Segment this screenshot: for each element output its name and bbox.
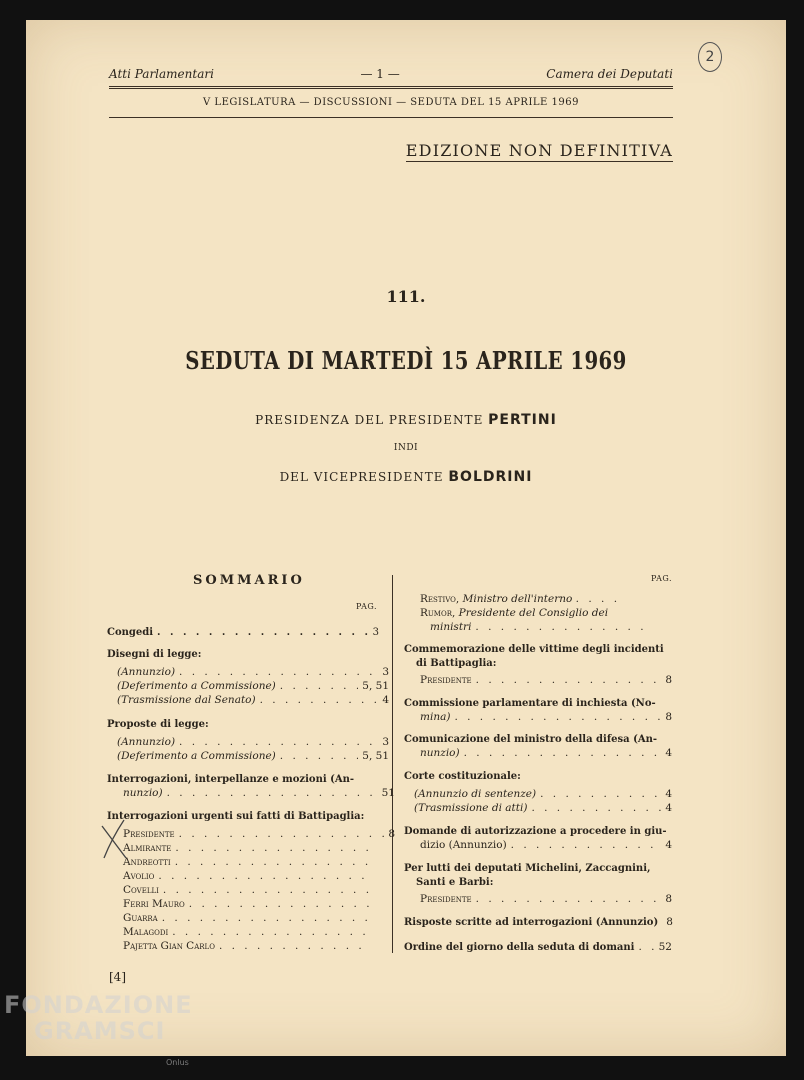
summary-commemorazione-l2: di Battipaglia: [416, 658, 497, 669]
handwritten-number: 2 [698, 42, 722, 72]
document-page [26, 20, 786, 1056]
speaker-entry: Pajetta Gian Carlo . . . [107, 940, 395, 953]
summary-rumor: Rumor, Presidente del Consiglio dei [420, 607, 609, 619]
summary-interrogazioni-l2: nunzio) . . . 51 [107, 787, 395, 800]
running-header [109, 67, 673, 83]
presidency-line-2 [26, 469, 786, 485]
header-right: Camera dei Deputati [546, 67, 673, 81]
right-pag-label: PAG. [651, 574, 673, 583]
summary-lutti-l2: Santi e Barbi: [416, 877, 494, 888]
president-name: PERTINI [488, 412, 557, 428]
presidency-line-1 [26, 412, 786, 428]
summary-domande-l1: Domande di autorizzazione a procedere in giu- [404, 826, 667, 837]
speaker-entry: Presidente . . . 8 [107, 828, 395, 841]
summary-ordine: Ordine del giorno della seduta di domani . . . 52 [404, 941, 672, 954]
summary-entry: (Deferimento a Commissione) . . . 5, 51 [107, 680, 389, 693]
session-title: SEDUTA DI MARTEDÌ 15 APRILE 1969 [185, 346, 627, 375]
session-number: 111. [386, 287, 426, 306]
speaker-entry: Ferri Mauro . . . [107, 898, 395, 911]
summary-entry: (Trasmissione di atti) . . . 4 [404, 802, 672, 815]
summary-commissione-l1: Commissione parlamentare di inchiesta (No- [404, 698, 656, 709]
summary-disegni-heading: Disegni di legge: [107, 649, 202, 660]
summary-risposte: Risposte scritte ad interrogazioni (Annunzio) 8 [404, 916, 673, 928]
speaker-entry: Andreotti . . . [107, 856, 395, 869]
speaker-entry: Presidente . . . 8 [404, 893, 672, 906]
summary-entry-congedi: Congedi . . . 3 [107, 626, 379, 639]
summary-rumor-l2: ministri . . . [404, 621, 672, 634]
summary-comunicazione-l1: Comunicazione del ministro della difesa (An- [404, 734, 658, 745]
header-double-rule [109, 86, 673, 90]
summary-proposte-heading: Proposte di legge: [107, 719, 209, 730]
left-pag-label: PAG. [356, 602, 378, 611]
watermark-line-1: FONDAZIONE [4, 991, 193, 1019]
summary-commissione-l2: mina) . . . 8 [404, 711, 672, 724]
summary-entry: (Deferimento a Commissione) . . . 5, 51 [107, 750, 389, 763]
handwritten-x-mark [98, 818, 132, 862]
speaker-entry: Avolio . . . [107, 870, 395, 883]
presidency-prefix: PRESIDENZA DEL PRESIDENTE [255, 413, 484, 427]
summary-interrogazioni-l1: Interrogazioni, interpellanze e mozioni (An- [107, 774, 355, 785]
header-page-number: — 1 — [360, 67, 400, 81]
speaker-entry: Guarra . . . [107, 912, 395, 925]
footer-mark: [4] [109, 970, 126, 984]
vicepresidency-prefix: DEL VICEPRESIDENTE [279, 470, 444, 484]
subtitle-rule [109, 117, 673, 118]
summary-commemorazione-l1: Commemorazione delle vittime degli incidenti [404, 644, 664, 655]
speaker-entry: Malagodi . . . [107, 926, 395, 939]
header-left: Atti Parlamentari [109, 67, 214, 81]
summary-domande-l2: dizio (Annunzio) . . . 4 [404, 839, 672, 852]
summary-urgenti-heading: Interrogazioni urgenti sui fatti di Battipaglia: [107, 811, 365, 822]
speaker-entry: Presidente . . . 8 [404, 674, 672, 687]
watermark-small: Onlus [166, 1058, 189, 1067]
summary-entry: (Annunzio) . . . 3 [107, 736, 389, 749]
summary-restivo: Restivo, Ministro dell'interno . . . . [420, 593, 621, 605]
presidency-indi: INDI [393, 443, 419, 453]
summary-corte-heading: Corte costituzionale: [404, 771, 521, 782]
summary-entry: (Annunzio di sentenze) . . . 4 [404, 788, 672, 801]
summary-heading: SOMMARIO [193, 573, 305, 588]
summary-entry: (Trasmissione dal Senato) . . . 4 [107, 694, 389, 707]
watermark-line-2: GRAMSCI [34, 1017, 166, 1045]
edition-label: EDIZIONE NON DEFINITIVA [405, 141, 673, 160]
watermark-logo [4, 991, 193, 1067]
summary-entry: (Annunzio) . . . 3 [107, 666, 389, 679]
summary-comunicazione-l2: nunzio) . . . 4 [404, 747, 672, 760]
speaker-entry: Almirante . . . [107, 842, 395, 855]
speaker-entry: Covelli . . . [107, 884, 395, 897]
vicepresident-name: BOLDRINI [448, 469, 533, 485]
summary-lutti-l1: Per lutti dei deputati Michelini, Zaccagnini, [404, 863, 651, 874]
legislature-subtitle: V LEGISLATURA — DISCUSSIONI — SEDUTA DEL 15 APRILE 1969 [203, 97, 579, 108]
